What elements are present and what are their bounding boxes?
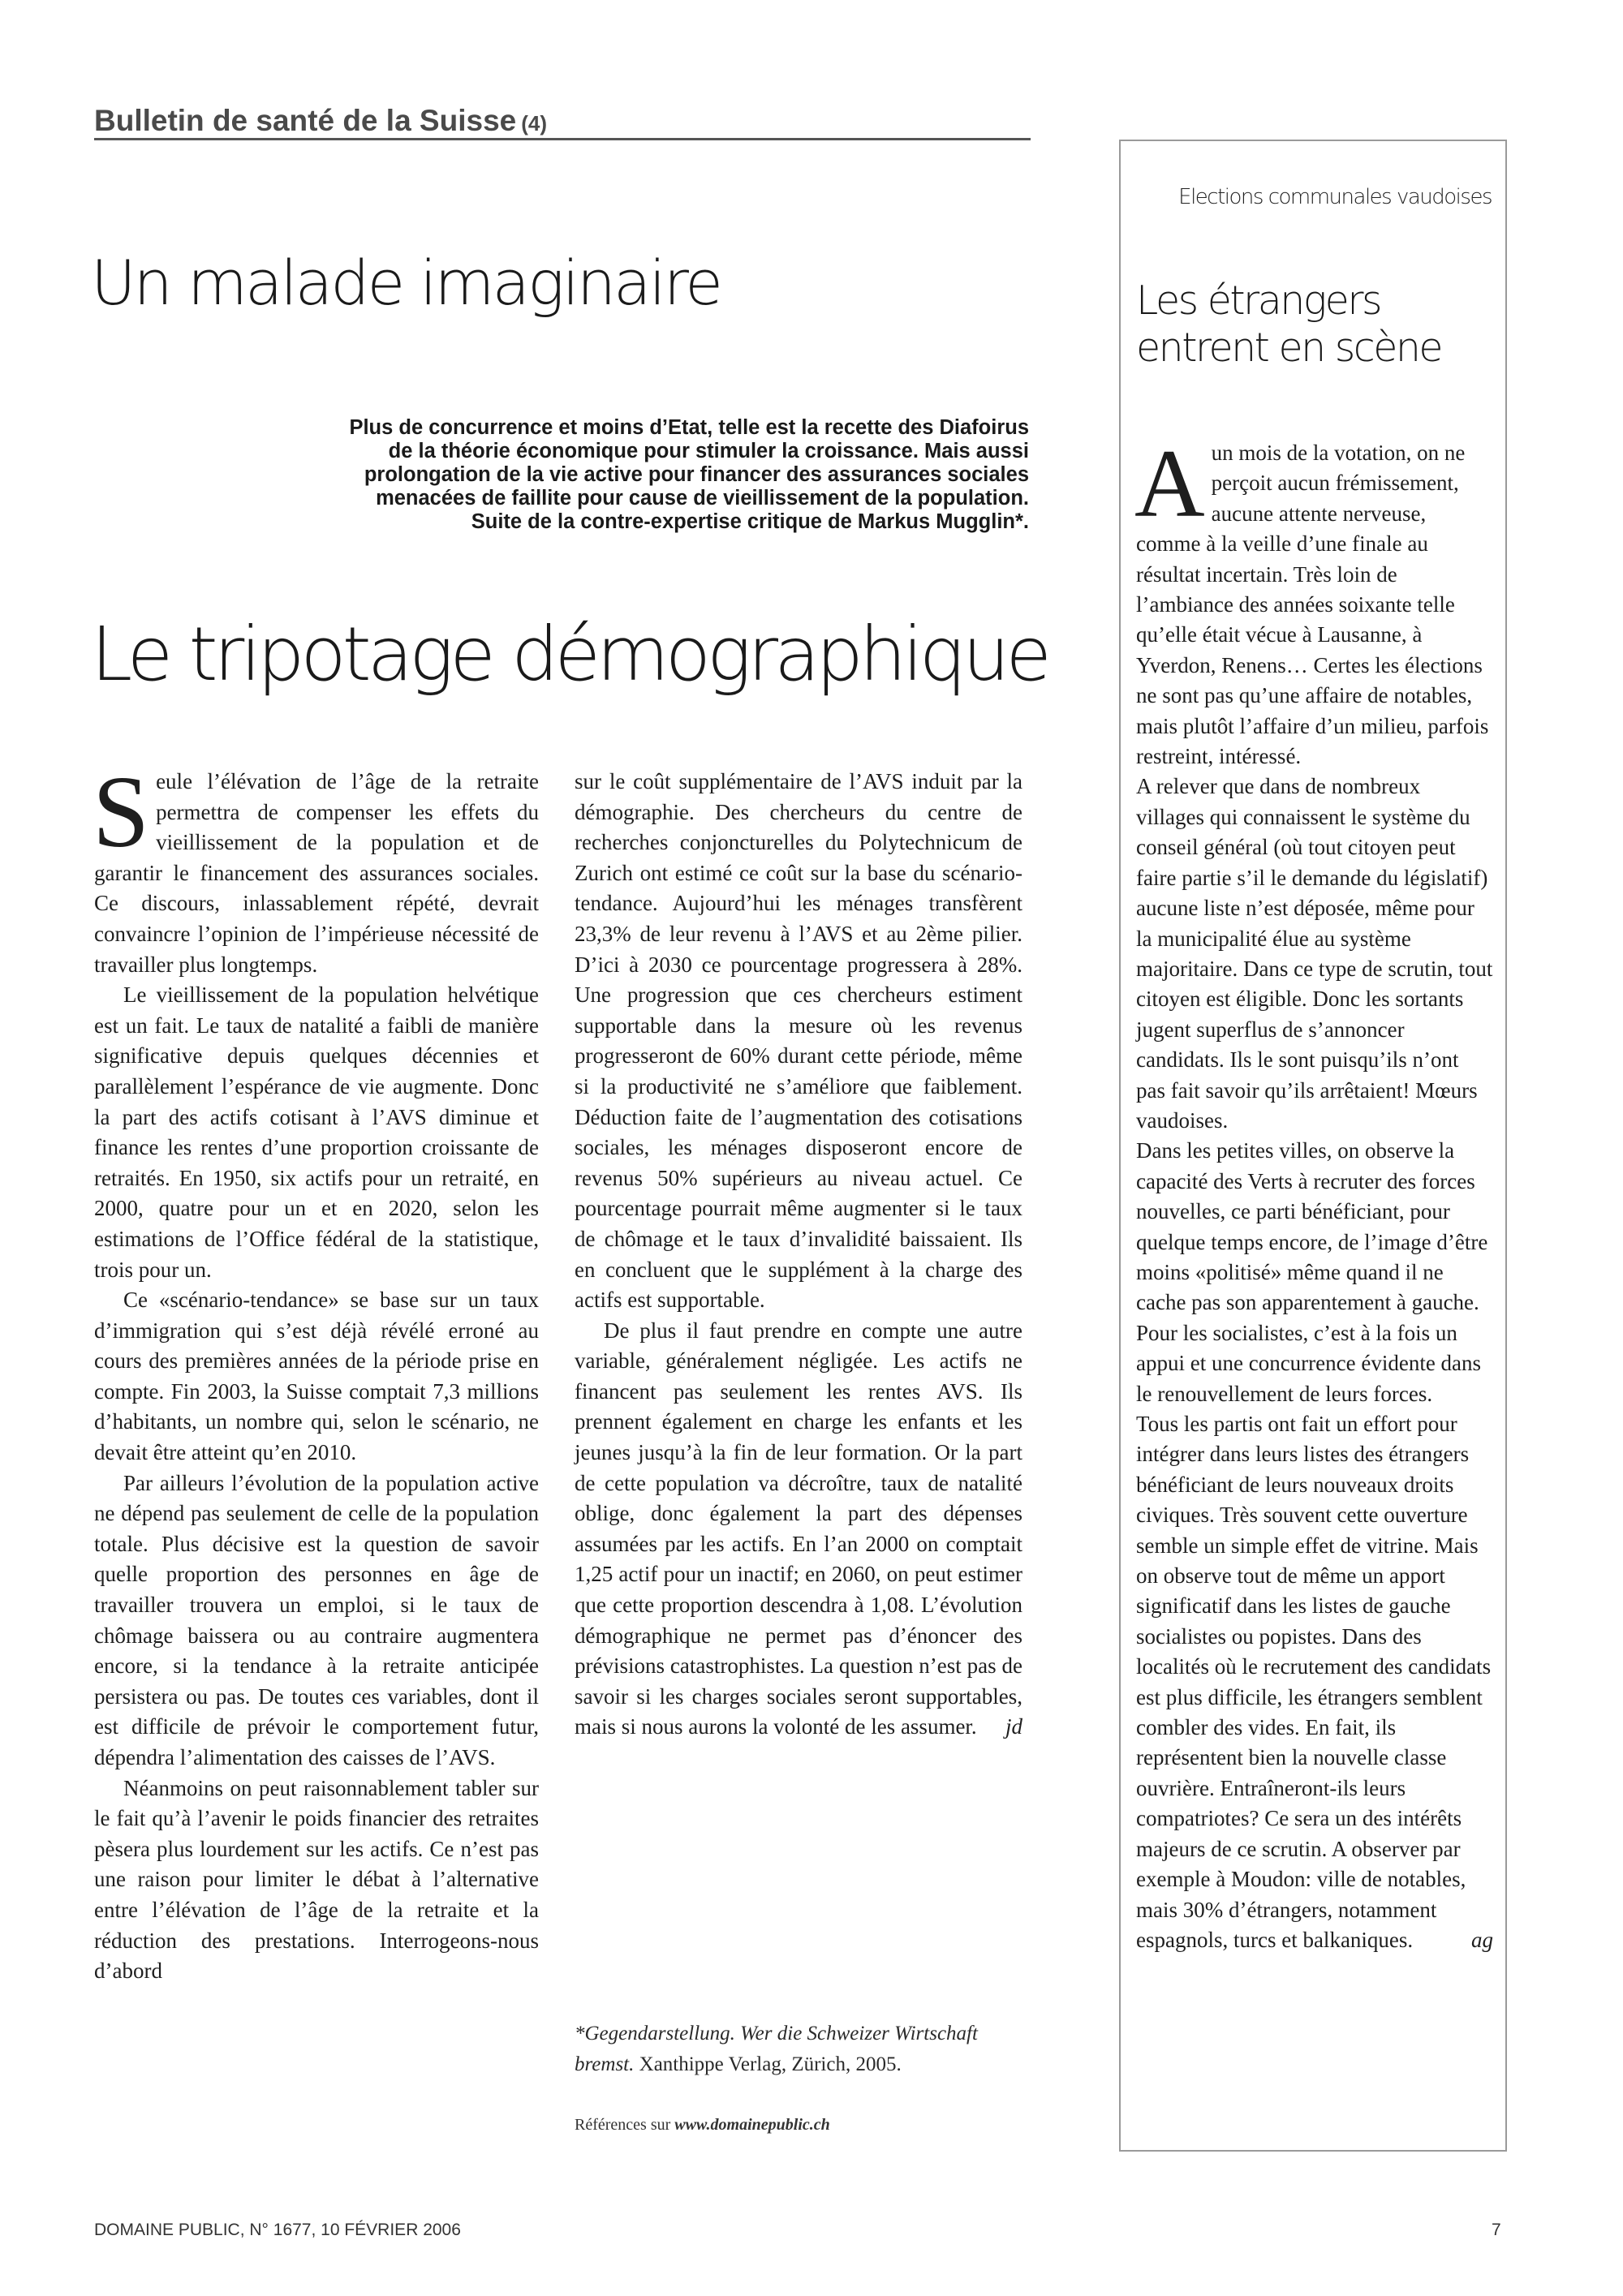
page-number: 7 bbox=[1492, 2221, 1501, 2239]
footnote-marker: * bbox=[575, 2023, 585, 2044]
rubric-number: (4) bbox=[521, 111, 548, 135]
rubric-text: Bulletin de santé de la Suisse bbox=[94, 104, 517, 137]
paragraph-text: un mois de la votation, on ne perçoit aucun frémissement, aucune attente nerveuse, comme à la veille d’une finale au résultat incertain. Très loin de l’ambiance des années soixante telle qu’elle était vécue à Lausanne, à Yverdon, Renens… Certes les élections ne sont pas qu’une affaire de notables, mais plutôt l’affaire d’un milieu, parfois restreint, intéressé. bbox=[1136, 441, 1489, 769]
sidebar-drop-cap: A bbox=[1134, 429, 1205, 537]
article-column-1 bbox=[93, 756, 539, 1987]
chapeau-line: Plus de concurrence et moins d’Etat, telle est la recette des Diafoirus bbox=[349, 416, 1029, 439]
article-paragraph: Le vieillissement de la population helvétique est un fait. Le taux de natalité a faibli de manière significative depuis quelques décennies et parallèlement l’espérance de vie augmente. Donc la part des actifs cotisant à l’AVS diminue et finance les rentes d’une proportion croissante de retraités. En 1950, six actifs pour un retraité, en 2000, quatre pour un et en 2020, selon les estimations de l’Office fédéral de la statistique, trois pour un. bbox=[94, 982, 539, 1282]
sidebar-kicker: Elections communales vaudoises bbox=[1178, 185, 1492, 209]
chapeau-line: de la théorie économique pour stimuler la croissance. Mais aussi bbox=[388, 440, 1029, 462]
references-link[interactable]: www.domainepublic.ch bbox=[674, 2116, 830, 2134]
sidebar-paragraph: A relever que dans de nombreux villages qui connaissent le système du conseil général (où tout citoyen peut faire partie s’il le demande du législatif) aucune liste n’est déposée, même pour la municipalité élue au système majoritaire. Dans ce type de scrutin, tout citoyen est éligible. Donc les sortants jugent superflus de s’annoncer candidats. Ils le sont puisqu’ils n’ont pas fait savoir qu’ils arrêtaient! Mœurs vaudoises. bbox=[1136, 774, 1493, 1133]
references-label: Références sur bbox=[575, 2116, 675, 2134]
section-rubric bbox=[94, 104, 547, 138]
sidebar-title: Les étrangers entrent en scène bbox=[1136, 277, 1442, 371]
footer-publication: DOMAINE PUBLIC, N° 1677, 10 FÉVRIER 2006 bbox=[94, 2221, 461, 2239]
sidebar-body bbox=[1134, 429, 1493, 1955]
footnote-book-title: Gegendarstellung. Wer die Schweizer Wirtschaft bremst. bbox=[575, 2023, 978, 2075]
references bbox=[575, 2116, 1022, 2135]
article-paragraph: Ce «scénario-tendance» se base sur un taux d’immigration qui s’est déjà révélé erroné au cours des premières années de la période prise en compte. Fin 2003, la Suisse comptait 7,3 millions d’habitants, un nombre qui, selon le scénario, ne devait être atteint qu’en 2010. bbox=[94, 1288, 539, 1465]
sidebar-paragraph: Tous les partis ont fait un effort pour intégrer dans leurs listes des étrangers bénéficiant de leurs nouveaux droits civiques. Très souvent cette ouverture semble un simple effet de vitrine. Mais on observe tout de même un apport significatif dans les listes de gauche socialistes ou popistes. Dans des localités où le recrutement des candidats est plus difficile, les étrangers semblent combler des vides. En fait, ils représentent bien la nouvelle classe ouvrière. Entraîneront-ils leurs compatriotes? Ce sera un des intérêts majeurs de ce scrutin. A observer par exemple à Moudon: ville de notables, mais 30% d’étrangers, notamment espagnols, turcs et balkaniques. bbox=[1136, 1412, 1492, 1952]
footnote-publisher: Xanthippe Verlag, Zürich, 2005. bbox=[634, 2053, 902, 2075]
article-paragraph bbox=[93, 756, 539, 980]
article-column-2 bbox=[575, 767, 1022, 1743]
chapeau-line: prolongation de la vie active pour financer des assurances sociales bbox=[364, 463, 1029, 486]
header-rule bbox=[94, 138, 1031, 140]
chapeau bbox=[94, 416, 1029, 534]
chapeau-line: Suite de la contre-expertise critique de Markus Mugglin*. bbox=[471, 510, 1029, 533]
author-signature: jd bbox=[1005, 1714, 1022, 1739]
main-title: Un malade imaginaire bbox=[91, 247, 721, 319]
article-paragraph: Néanmoins on peut raisonnablement tabler sur le fait qu’à l’avenir le poids financier des retraites pèsera plus lourdement sur les actifs. Ce n’est pas une raison pour limiter le débat à l’alternative entre l’élévation de l’âge de la retraite et la réduction des prestations. Interrogeons-nous d’abord bbox=[94, 1775, 539, 1984]
chapeau-line: menacées de faillite pour cause de vieillissement de la population. bbox=[376, 487, 1029, 510]
drop-cap: S bbox=[93, 756, 150, 869]
article-paragraph: De plus il faut prendre en compte une autre variable, généralement négligée. Les actifs ne financent pas seulement les rentes AVS. Ils prennent également en charge les enfants et les jeunes jusqu’à la fin de leur formation. Or la part de cette population va décroître, taux de natalité oblige, donc également la part des dépenses assumées par les actifs. En l’an 2000 on comptait 1,25 actif pour un inactif; en 2060, on peut estimer que cette proportion descendra à 1,08. L’évolution démographique ne permet pas d’énoncer des prévisions catastrophistes. La question n’est pas de savoir si les charges sociales seront supportables, mais si nous aurons la volonté de les assumer. bbox=[575, 1318, 1022, 1739]
footnote bbox=[575, 2019, 1022, 2080]
article-paragraph: sur le coût supplémentaire de l’AVS induit par la démographie. Des chercheurs du centre de recherches conjoncturelles du Polytechnicum de Zurich ont estimé ce coût sur la base du scénario-tendance. Aujourd’hui les ménages transfèrent 23,3% de leur revenu à l’AVS et au 2ème pilier. D’ici à 2030 ce pourcentage progressera à 28%. Une progression que ces chercheurs estiment supportable dans la mesure où les revenus progresseront de 60% durant cette période, même si la productivité ne s’améliore que faiblement. Déduction faite de l’augmentation des cotisations sociales, les ménages disposeront encore de revenus 50% supérieurs au niveau actuel. Ce pourcentage pourrait même augmenter si le taux de chômage et le taux d’invalidité baissaient. Ils en concluent que le supplément à la charge des actifs est supportable. bbox=[575, 769, 1022, 1313]
sidebar-paragraph bbox=[1134, 429, 1493, 772]
article-paragraph: Par ailleurs l’évolution de la population active ne dépend pas seulement de celle de la population totale. Plus décisive est la question de savoir quelle proportion des personnes en âge de travailler trouvera un emploi, si le taux de chômage baissera ou au contraire augmentera encore, si la tendance à la retraite anticipée persistera ou pas. De toutes ces variables, dont il est difficile de prévoir le comportement futur, dépendra l’alimentation des caisses de l’AVS. bbox=[94, 1470, 539, 1769]
paragraph-text: eule l’élévation de l’âge de la retraite permettra de compenser les effets du vieillissement de la population et de garantir le financement des assurances sociales. Ce discours, inlassablement répété, devrait convaincre l’opinion de l’impérieuse nécessité de travailler plus longtemps. bbox=[94, 769, 539, 977]
sidebar-paragraph: Dans les petites villes, on observe la capacité des Verts à recruter des forces nouvelles, ce parti bénéficiant, pour quelque temps encore, de l’image d’être moins «politisé» même quand il ne cache pas son apparentement à gauche. Pour les socialistes, c’est à la fois un appui et une concurrence évidente dans le renouvellement de leurs forces. bbox=[1136, 1138, 1488, 1406]
sidebar-signature: ag bbox=[1471, 1927, 1493, 1952]
article-title: Le tripotage démographique bbox=[91, 611, 1048, 698]
